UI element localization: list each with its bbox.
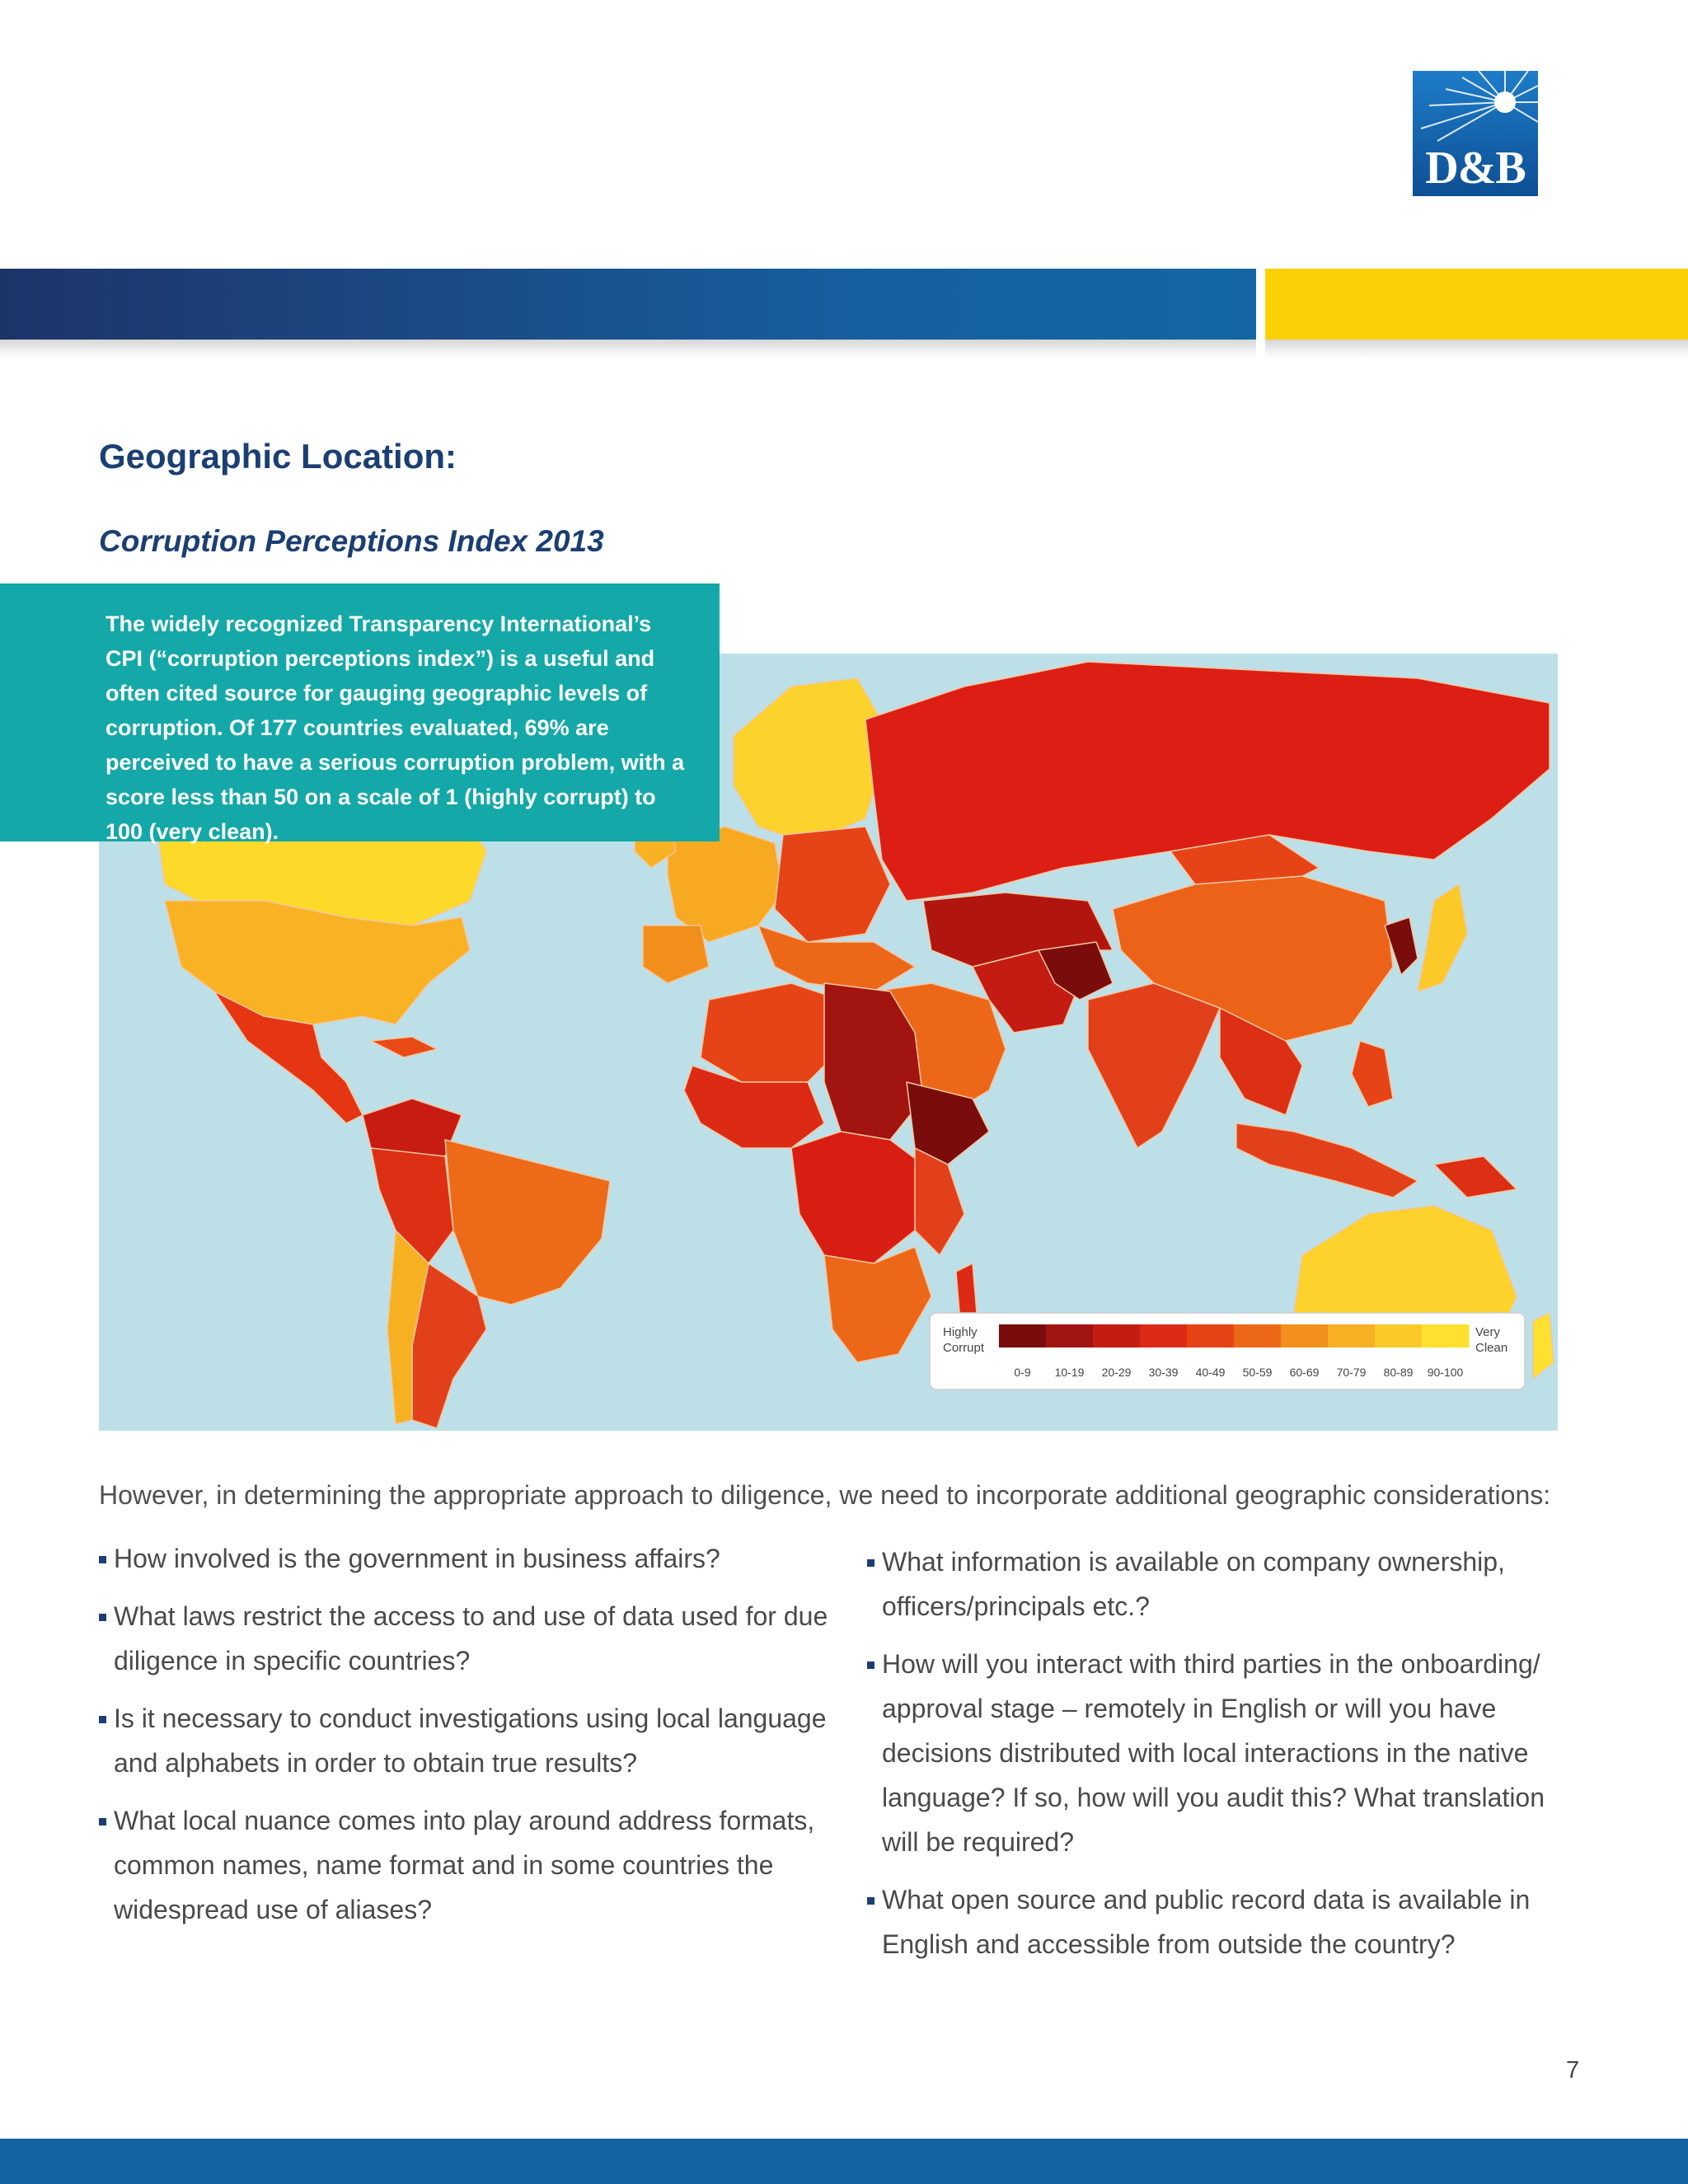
list-item-text: What open source and public record data is available in English and accessible from outside the country? xyxy=(882,1885,1531,1959)
bullet-icon xyxy=(99,1614,106,1621)
list-item-text: How will you interact with third parties in the onboarding/ approval stage – remotely in English or will you have decisions distributed with local interactions in the native language? If so, how will you audit this? What translation will be required? xyxy=(882,1649,1545,1857)
page-subtitle: Corruption Perceptions Index 2013 xyxy=(99,524,604,558)
bullet-icon xyxy=(99,1818,106,1825)
legend-range-label: 60-69 xyxy=(1289,1366,1320,1379)
legend-swatch xyxy=(999,1324,1047,1347)
list-item xyxy=(99,1536,841,1581)
bullet-icon xyxy=(867,1559,874,1567)
legend-swatch xyxy=(1281,1324,1329,1347)
legend-swatch xyxy=(1422,1324,1470,1347)
callout-box xyxy=(0,583,720,844)
legend-range-label: 90-100 xyxy=(1427,1366,1464,1379)
legend-swatch xyxy=(1093,1324,1141,1347)
legend-left-label-2: Corrupt xyxy=(943,1341,985,1355)
bullet-icon xyxy=(99,1556,106,1563)
bullet-icon xyxy=(867,1897,874,1905)
list-item xyxy=(99,1594,841,1683)
header-banner-blue xyxy=(0,269,1256,340)
legend-swatch xyxy=(1328,1324,1376,1347)
legend-swatch xyxy=(1187,1324,1235,1347)
legend-range-label: 50-59 xyxy=(1242,1366,1273,1379)
list-item xyxy=(867,1642,1576,1864)
list-item xyxy=(867,1540,1576,1629)
legend-swatch xyxy=(1046,1324,1094,1347)
map-legend xyxy=(930,1313,1525,1390)
bullet-icon xyxy=(99,1716,106,1723)
list-item-text: What information is available on company ownership, officers/principals etc.? xyxy=(882,1547,1505,1621)
bullet-icon xyxy=(867,1661,874,1669)
legend-range-label: 80-89 xyxy=(1383,1366,1414,1379)
legend-range-label: 20-29 xyxy=(1101,1366,1132,1379)
page-title: Geographic Location: xyxy=(99,437,457,476)
banner-shadow xyxy=(0,340,1256,358)
region-north-africa-west xyxy=(701,983,841,1082)
legend-range-label: 70-79 xyxy=(1336,1366,1367,1379)
legend-right-label-1: Very xyxy=(1475,1325,1501,1339)
considerations-list-left xyxy=(99,1536,841,1945)
legend-swatch xyxy=(1375,1324,1423,1347)
legend-swatch xyxy=(1140,1324,1188,1347)
footer-bar xyxy=(0,2139,1688,2184)
considerations-list-right xyxy=(867,1540,1576,1980)
legend-swatch xyxy=(1234,1324,1282,1347)
legend-right-label-2: Clean xyxy=(1475,1341,1508,1355)
legend-range-label: 0-9 xyxy=(1014,1366,1031,1379)
list-item xyxy=(99,1696,841,1785)
page-number: 7 xyxy=(1566,2057,1580,2083)
legend-range-label: 10-19 xyxy=(1054,1366,1085,1379)
list-item-text: How involved is the government in business affairs? xyxy=(114,1544,720,1573)
list-item xyxy=(867,1877,1576,1966)
list-item-text: Is it necessary to conduct investigations using local language and alphabets in order to obtain true results? xyxy=(114,1704,827,1778)
legend-range-label: 30-39 xyxy=(1148,1366,1179,1379)
callout-text: The widely recognized Transparency International’s CPI (“corruption perceptions index”) is a useful and often cited source for gauging geographic levels of corruption. Of 177 countries evaluated, 69% are perceived to have a serious corruption problem, with a score less than 50 on a scale of 1 (highly corrupt) to 100 (very clean). xyxy=(106,612,685,844)
list-item-text: What laws restrict the access to and use of data used for due diligence in specific countries? xyxy=(114,1601,828,1675)
intro-paragraph: However, in determining the appropriate approach to diligence, we need to incorporate additional geographic considerations: xyxy=(99,1480,1551,1510)
list-item-text: What local nuance comes into play around address formats, common names, name format and in some countries the widespread use of aliases? xyxy=(114,1806,815,1924)
header-banner-yellow xyxy=(1265,269,1688,340)
legend-range-label: 40-49 xyxy=(1195,1366,1226,1379)
legend-left-label-1: Highly xyxy=(943,1325,978,1339)
dnb-logo xyxy=(1413,71,1538,196)
banner-shadow xyxy=(1265,340,1688,358)
logo-wordmark: D&B xyxy=(1425,143,1526,194)
list-item xyxy=(99,1798,841,1932)
